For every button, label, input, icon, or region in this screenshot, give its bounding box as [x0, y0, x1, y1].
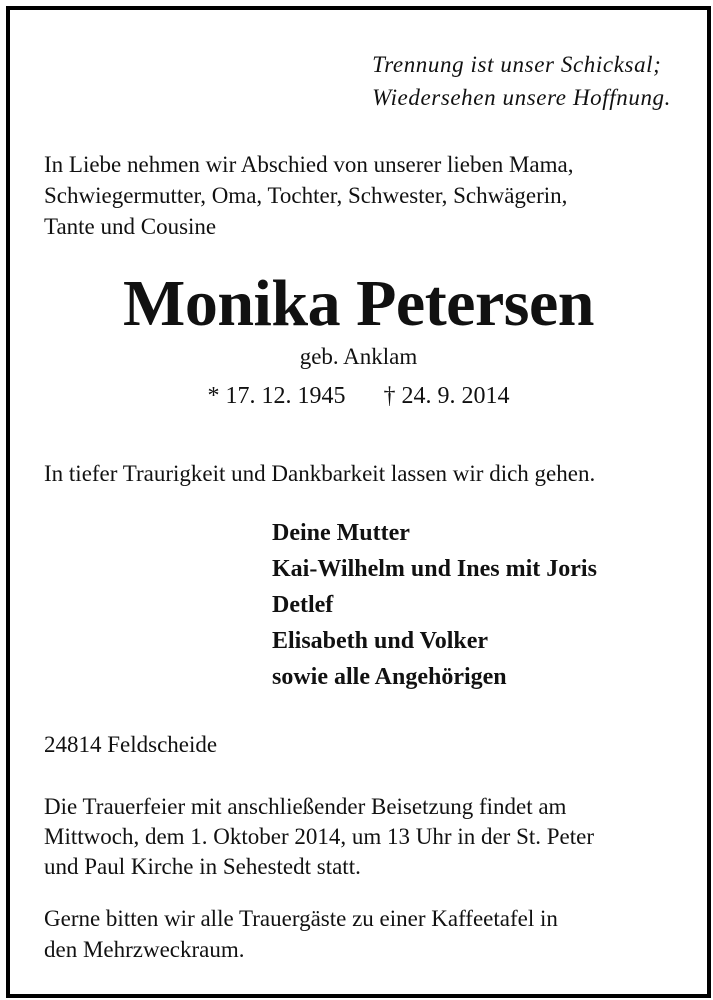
farewell-text: In tiefer Traurigkeit und Dankbarkeit lassen wir dich gehen. [44, 461, 596, 486]
motto-line-2: Wiedersehen unsere Hoffnung. [372, 85, 671, 110]
death-date: † 24. 9. 2014 [383, 383, 510, 409]
intro-line-2: Schwiegermutter, Oma, Tochter, Schwester, Schwägerin, [44, 183, 568, 208]
service-line-2: Mittwoch, dem 1. Oktober 2014, um 13 Uhr in der St. Peter [44, 824, 595, 849]
coffee-line-1: Gerne bitten wir alle Trauergäste zu einer Kaffeetafel in [44, 906, 558, 931]
signer: Kai-Wilhelm und Ines mit Joris [272, 556, 597, 582]
intro-text [44, 149, 684, 242]
intro-line-3: Tante und Cousine [44, 214, 217, 239]
obituary-notice [6, 6, 711, 998]
signer: Detlef [272, 592, 334, 618]
signer: Elisabeth und Volker [272, 628, 489, 654]
life-dates [10, 380, 707, 412]
service-line-3: und Paul Kirche in Sehestedt statt. [44, 854, 361, 879]
place: 24814 Feldscheide [44, 732, 218, 757]
birth-name: geb. Anklam [299, 344, 418, 369]
motto-line-1: Trennung ist unser Schicksal; [372, 52, 662, 77]
birth-date: * 17. 12. 1945 [207, 383, 346, 409]
motto-quote [372, 48, 671, 114]
signer: Deine Mutter [272, 520, 410, 546]
coffee-invitation [44, 903, 674, 965]
coffee-line-2: den Mehrzweckraum. [44, 937, 245, 962]
deceased-name: Monika Petersen [123, 267, 594, 340]
signer: sowie alle Angehörigen [272, 664, 507, 690]
signers-list [272, 515, 597, 695]
service-info [44, 792, 674, 882]
intro-line-1: In Liebe nehmen wir Abschied von unserer lieben Mama, [44, 152, 574, 177]
service-line-1: Die Trauerfeier mit anschließender Beisetzung findet am [44, 794, 567, 819]
